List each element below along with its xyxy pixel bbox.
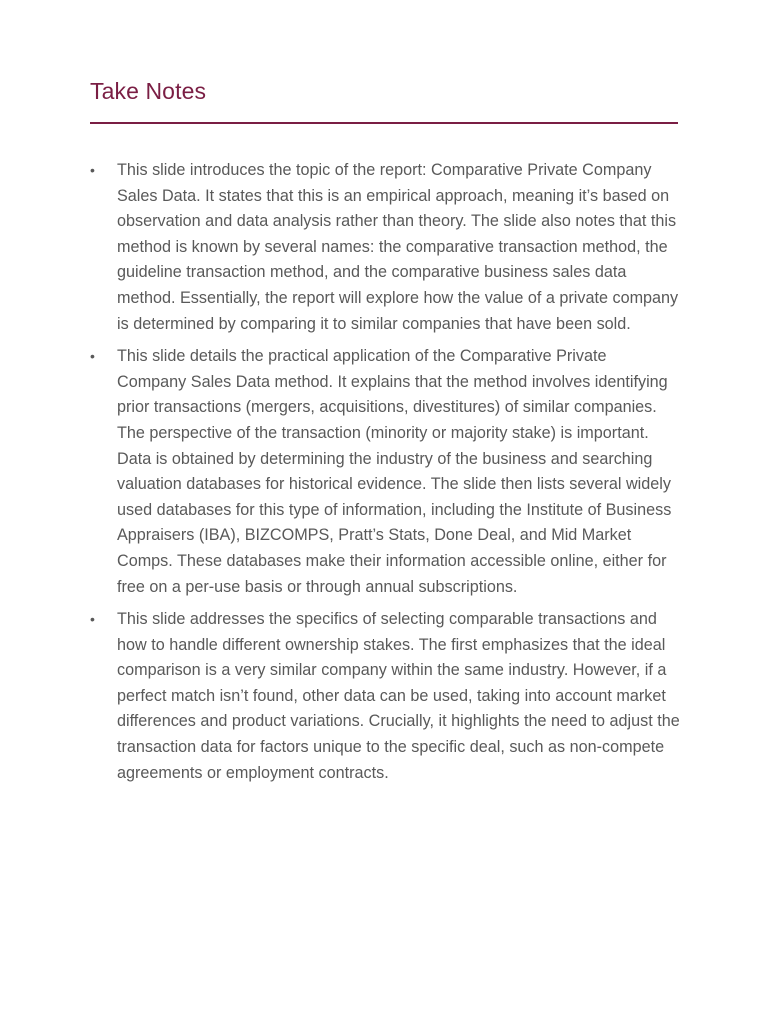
note-text: This slide introduces the topic of the report: Comparative Private Company Sales Data. It states that this is an empirical approach, meaning it’s based on observation and data analysis rather than theory. The slide also notes that this method is known by several names: the comparative transaction method, the guideline transaction method, and the comparative business sales data method. Essentially, the report will explore how the value of a private company is determined by comparing it to similar companies that have been sold. <box>117 161 679 333</box>
page-title: Take Notes <box>90 78 207 104</box>
note-item-1 <box>90 158 680 337</box>
bullet-icon: • <box>90 611 95 628</box>
note-item-2 <box>90 344 680 600</box>
bullet-icon: • <box>90 162 95 178</box>
note-text: This slide addresses the specifics of selecting comparable transactions and how to handle different ownership stakes. The first emphasizes that the ideal comparison is a very similar company within the same industry. However, if a perfect match isn’t found, other data can be used, taking into account market differences and product variations. Crucially, it highlights the need to adjust the transaction data for factors unique to the specific deal, such as non-compete agreements or employment contracts. <box>117 610 680 782</box>
bullet-icon: • <box>90 348 95 365</box>
note-item-3 <box>90 607 680 786</box>
note-text: This slide details the practical application of the Comparative Private Company Sales Data method. It explains that the method involves identifying prior transactions (mergers, acquisitions, divestitures) of similar companies. The perspective of the transaction (minority or majority stake) is important. Data is obtained by determining the industry of the business and searching valuation databases for historical evidence. The slide then lists several widely used databases for this type of information, including the Institute of Business Appraisers (IBA), BIZCOMPS, Pratt’s Stats, Done Deal, and Mid Market Comps. These databases make their information accessible online, either for free on a per-use basis or through annual subscriptions. <box>117 347 672 596</box>
title-divider <box>90 122 678 124</box>
notes-list <box>90 158 680 793</box>
